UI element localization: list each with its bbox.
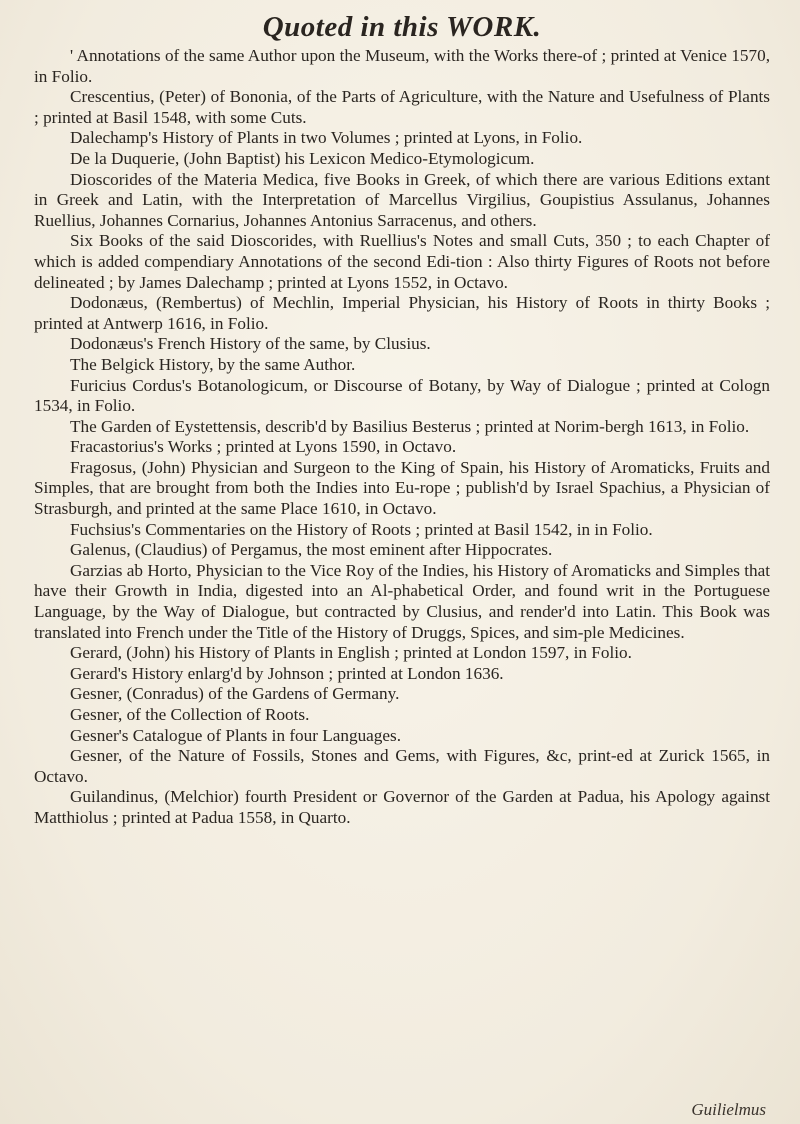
bibliography-entry: Garzias ab Horto, Physician to the Vice Roy of the Indies, his History of Aromaticks and Simples that have their Growth in India, digested into an Al-phabetical Order, and found writ in the Portuguese Language, by the Way of Dialogue, but contracted by Clusius, and render'd into Latin. This Book was translated into French under the Title of the History of Druggs, Spices, and sim-ple Medicines. [34, 560, 770, 642]
bibliography-entry: The Garden of Eystettensis, describ'd by Basilius Besterus ; printed at Norim-bergh 1613, in Folio. [70, 416, 750, 436]
bibliography-list [34, 46, 770, 829]
bibliography-entry: Fuchsius's Commentaries on the History of Roots ; printed at Basil 1542, in in Folio. [70, 519, 653, 539]
bibliography-entry: Gerard's History enlarg'd by Johnson ; printed at London 1636. [70, 663, 504, 683]
bibliography-entry: Dodonæus, (Rembertus) of Mechlin, Imperial Physician, his History of Roots in thirty Books ; printed at Antwerp 1616, in Folio. [34, 293, 770, 333]
bibliography-entry: Six Books of the said Dioscorides, with Ruellius's Notes and small Cuts, 350 ; to each Chapter of which is added compendiary Annotations of the second Edi-tion : Also thirty Figures of Roots not before delineated ; by James Dalechamp ; printed at Lyons 1552, in Octavo. [34, 231, 770, 292]
bibliography-entry: Dodonæus's French History of the same, by Clusius. [70, 334, 431, 354]
catchword: Guilielmus [691, 1100, 766, 1119]
bibliography-entry: Guilandinus, (Melchior) fourth President or Governor of the Garden at Padua, his Apology against Matthiolus ; printed at Padua 1558, in Quarto. [34, 787, 770, 827]
bibliography-entry: Fracastorius's Works ; printed at Lyons 1590, in Octavo. [70, 437, 457, 457]
bibliography-entry: Gesner, of the Nature of Fossils, Stones and Gems, with Figures, &c, print-ed at Zurick 1565, in Octavo. [34, 746, 770, 786]
bibliography-entry: Furicius Cordus's Botanologicum, or Discourse of Botany, by Way of Dialogue ; printed at Cologn 1534, in Folio. [34, 375, 770, 416]
bibliography-entry: Gesner's Catalogue of Plants in four Languages. [70, 725, 402, 745]
running-head: Quoted in this WORK. [262, 11, 542, 43]
bibliography-entry: ' Annotations of the same Author upon the Museum, with the Works there-of ; printed at Venice 1570, in Folio. [34, 46, 770, 86]
bibliography-entry: Gerard, (John) his History of Plants in English ; printed at London 1597, in Folio. [70, 643, 632, 663]
bibliography-entry: Gesner, of the Collection of Roots. [70, 705, 310, 724]
bibliography-entry: Galenus, (Claudius) of Pergamus, the most eminent after Hippocrates. [70, 540, 553, 560]
bibliography-entry: Gesner, (Conradus) of the Gardens of Germany. [70, 684, 400, 704]
bibliography-entry: The Belgick History, by the same Author. [70, 354, 356, 374]
bibliography-entry: Fragosus, (John) Physician and Surgeon to the King of Spain, his History of Aromaticks, Fruits and Simples, that are brought from both the Indies into Eu-rope ; publish'd by Israel Spachius, a Physician of Strasburgh, and printed at the same Place 1610, in Octavo. [34, 457, 770, 519]
bibliography-entry: Crescentius, (Peter) of Bononia, of the Parts of Agriculture, with the Nature and Usefulness of Plants ; printed at Basil 1548, with some Cuts. [34, 87, 770, 127]
bibliography-entry: Dioscorides of the Materia Medica, five Books in Greek, of which there are various Editions extant in Greek and Latin, with the Interpretation of Marcellus Virgilius, Goupistius Assulanus, Johannes Ruellius, Johannes Cornarius, Johannes Antonius Sarracenus, and others. [34, 169, 770, 230]
bibliography-entry: Dalechamp's History of Plants in two Volumes ; printed at Lyons, in Folio. [70, 128, 583, 148]
bibliography-entry: De la Duquerie, (John Baptist) his Lexicon Medico-Etymologicum. [70, 148, 535, 168]
